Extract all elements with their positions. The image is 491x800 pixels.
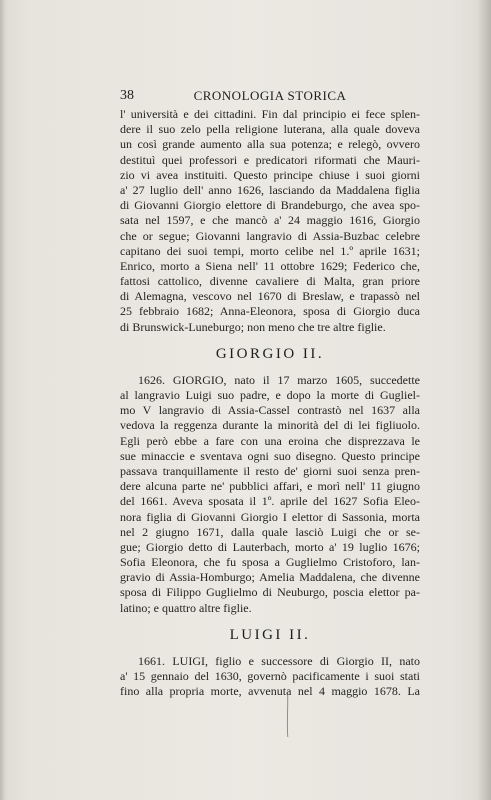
text-line: 1626. GIORGIO, nato il 17 marzo 1605, succedette [138,372,420,387]
page-header [120,88,420,108]
text-line: mo V langravio di Assia-Cassel contrastò nel 1637 alla [120,403,420,418]
text-line: 1661. LUIGI, figlio e successore di Giorgio II, nato [138,653,420,668]
text-line: sata nel 1597, e che mancò a' 24 maggio 1616, Giorgio [120,213,420,228]
text-line: passava tranquillamente il resto de' giorni suoi senza pren- [120,463,420,478]
text-line: gue; Giorgio detto di Lauterbach, morto a' 19 luglio 1676; [120,539,420,554]
page-number: 38 [120,88,134,103]
text-line: dere il suo zelo pella religione luterana, alla quale doveva [120,122,420,137]
text-line: capitano dei suoi tempi, morto celibe nel 1.º aprile 1631; [120,243,420,258]
text-line: l' università e dei cittadini. Fin dal principio ei fece splen- [120,107,420,121]
text-line: latino; e quattro altre figlie. [120,600,252,615]
text-line: nora figlia di Giovanni Giorgio I elettor di Sassonia, morta [120,509,420,524]
text-line: un così grande aumento alla sua potenza; e relegò, ovvero [120,137,420,152]
text-line: 25 febbraio 1682; Anna-Eleonora, sposa di Giorgio duca [120,304,420,319]
paragraph-giorgio-ii [120,373,420,616]
text-line: di Giovanni Giorgio elettore di Brandeburgo, che avea spo- [120,198,420,213]
text-line: di Alemagna, vescovo nel 1670 di Breslaw, e trapassò nel [120,289,420,304]
section-heading-giorgio-ii: GIORGIO II. [215,345,325,362]
text-line: Sofia Eleonora, che fu sposa a Guglielmo Cristoforo, lan- [120,555,420,570]
text-line: Egli però ebbe a fare con una eroina che disprezzava le [120,433,420,448]
running-title: CRONOLOGIA STORICA [193,88,347,103]
text-line: al langravio Luigi suo padre, e dopo la morte di Gugliel- [120,388,420,402]
text-line: che or segue; Giovanni langravio di Assia-Buzbac celebre [120,228,420,243]
text-line: a' 27 luglio dell' anno 1626, lasciando da Maddalena figlia [120,182,420,197]
text-line: destituì quei professori e predicatori riformati che Mauri- [120,152,420,167]
section-heading-luigi-ii: LUIGI II. [229,626,311,643]
text-line: nel 2 giugno 1671, dalla quale lasciò Luigi che or se- [120,524,420,539]
text-line: fattosi cattolico, divenne cavaliere di Malta, gran priore [120,274,420,289]
text-line: Enrico, morto a Siena nell' 11 ottobre 1629; Federico che, [120,258,420,273]
page-edge-shadow [477,0,491,800]
text-line: vedova la reggenza durante la minorità del di lei figliuolo. [120,418,420,433]
text-line: del 1661. Aveva sposata il 1º. aprile del 1627 Sofia Eleo- [120,494,420,509]
text-line: sposa di Filippo Guglielmo di Neuburgo, poscia elettor pa- [120,585,420,600]
paper-crease-mark [286,693,289,737]
page-gutter-shadow [0,0,6,800]
paragraph-luigi-ii [120,654,420,700]
text-line: sue minaccie e sventava ogni suo disegno. Questo principe [120,448,420,463]
text-line: zio vi avea instituiti. Questo principe chiuse i suoi giorni [120,167,420,182]
text-line: a' 15 gennaio del 1630, governò pacificamente i suoi stati [120,669,420,683]
text-line: dere alcuna parte ne' pubblici affari, e morì nell' 11 giugno [120,479,420,494]
body-text [120,107,420,699]
text-line: fino alla propria morte, avvenuta nel 4 maggio 1678. La [120,684,420,699]
paragraph-continuation [120,107,420,335]
text-line: di Brunswick-Luneburgo; non meno che tre altre figlie. [120,319,386,334]
text-line: gravio di Assia-Homburgo; Amelia Maddalena, che divenne [120,570,420,585]
